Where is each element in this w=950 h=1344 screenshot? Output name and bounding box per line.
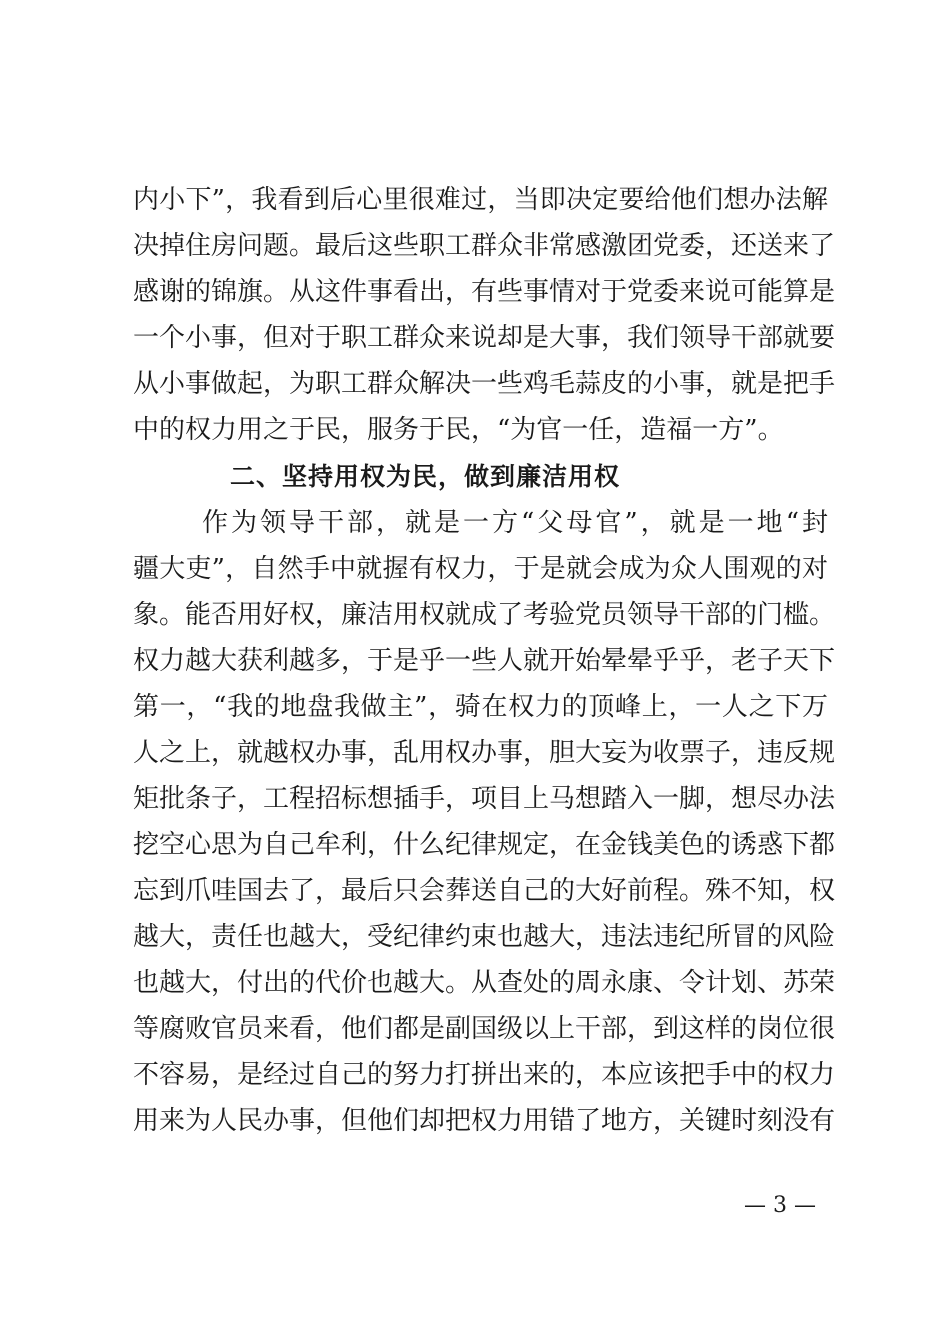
paragraph-line: 象。能否用好权，廉洁用权就成了考验党员领导干部的门槛。: [133, 600, 836, 630]
paragraph-line: 疆大吏”，自然手中就握有权力，于是就会成为众人围观的对: [133, 554, 828, 584]
section-heading: 二、坚持用权为民，做到廉洁用权: [230, 462, 621, 491]
paragraph-line: 权力越大获利越多，于是乎一些人就开始晕晕乎乎，老子天下: [133, 646, 836, 676]
paragraph-line: 感谢的锦旗。从这件事看出，有些事情对于党委来说可能算是: [133, 277, 836, 307]
paragraph-line: 中的权力用之于民，服务于民，“为官一任，造福一方”。: [133, 415, 784, 445]
paragraph-line: 一个小事，但对于职工群众来说却是大事，我们领导干部就要: [133, 323, 836, 353]
paragraph-line: 第一，“我的地盘我做主”，骑在权力的顶峰上，一人之下万: [133, 692, 828, 722]
paragraph-line: 作为领导干部，就是一方“父母官”，就是一地“封: [202, 508, 828, 538]
paragraph-line: 决掉住房问题。最后这些职工群众非常感激团党委，还送来了: [133, 231, 836, 261]
paragraph-line: 不容易，是经过自己的努力打拼出来的，本应该把手中的权力: [133, 1060, 836, 1090]
paragraph-line: 越大，责任也越大，受纪律约束也越大，违法违纪所冒的风险: [133, 922, 836, 952]
paragraph-line: 从小事做起，为职工群众解决一些鸡毛蒜皮的小事，就是把手: [133, 369, 836, 399]
paragraph-line: 等腐败官员来看，他们都是副国级以上干部，到这样的岗位很: [133, 1014, 836, 1044]
paragraph-line: 矩批条子，工程招标想插手，项目上马想踏入一脚，想尽办法: [133, 784, 836, 814]
paragraph-line: 人之上，就越权办事，乱用权办事，胆大妄为收票子，违反规: [133, 738, 836, 768]
paragraph-line: 也越大，付出的代价也越大。从查处的周永康、令计划、苏荣: [133, 968, 836, 998]
paragraph-line: 挖空心思为自己牟利，什么纪律规定，在金钱美色的诱惑下都: [133, 830, 836, 860]
page-number: — 3 —: [744, 1193, 816, 1218]
paragraph-line: 忘到爪哇国去了，最后只会葬送自己的大好前程。殊不知，权: [133, 876, 836, 906]
paragraph-line: 用来为人民办事，但他们却把权力用错了地方，关键时刻没有: [133, 1106, 836, 1136]
paragraph-line: 内小下”，我看到后心里很难过，当即决定要给他们想办法解: [133, 185, 828, 215]
